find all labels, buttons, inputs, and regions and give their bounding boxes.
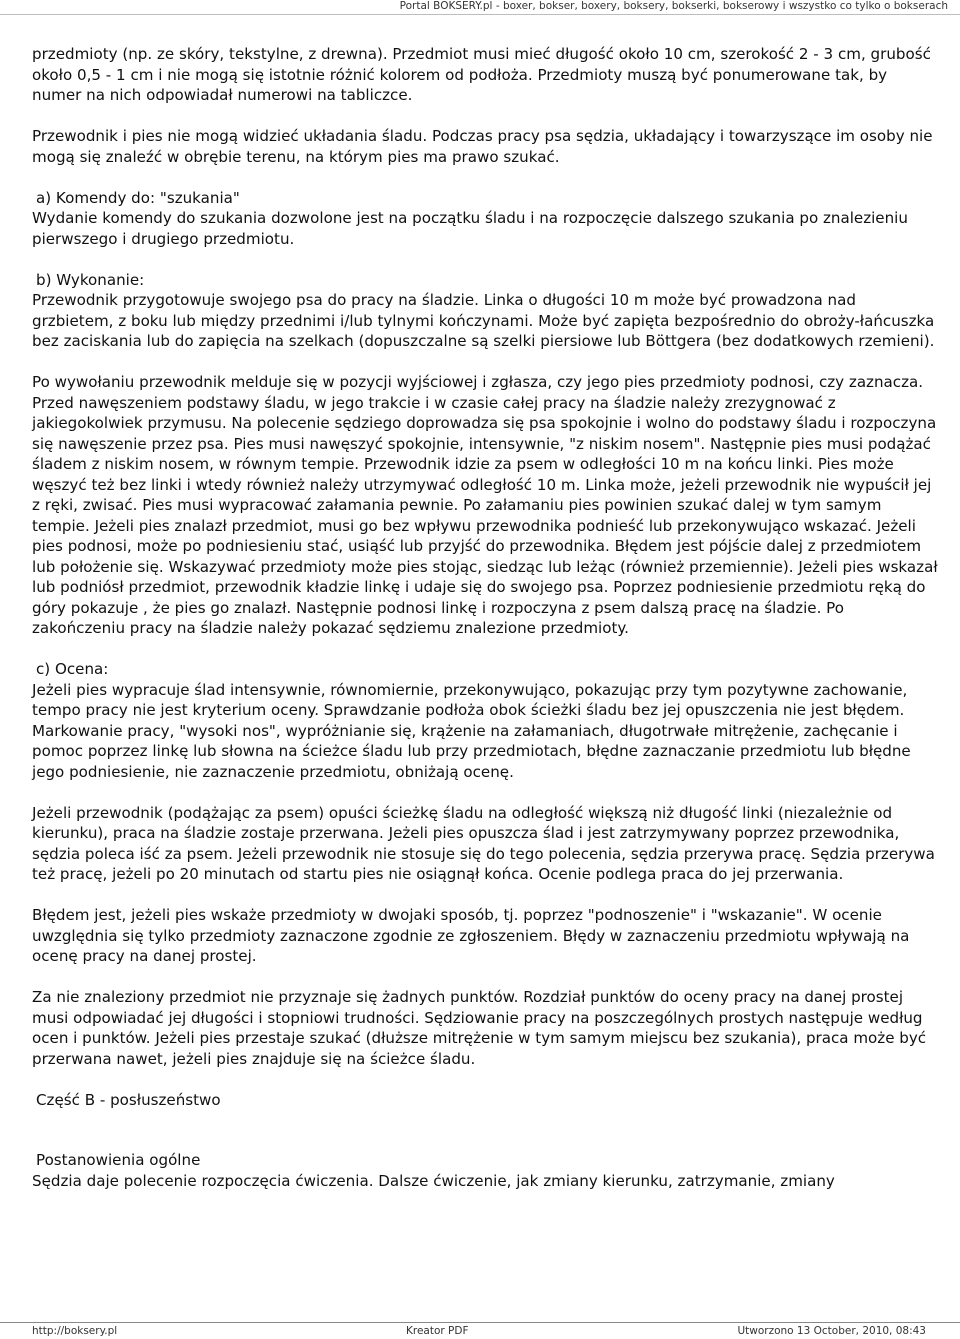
paragraph-objects: przedmioty (np. ze skóry, tekstylne, z drewna). Przedmiot musi mieć długość około 10 cm, szerokość 2 - 3 cm, grubość około 0,5 - 1 cm i nie mogą się istotnie różnić kolorem od podłoża. Przedmioty muszą być ponumerowane tak, by numer na nich odpowiadał numerowi na tabliczce. xyxy=(32,45,931,104)
part-b-title: Część B - posłuszeństwo xyxy=(36,1090,221,1109)
document-body xyxy=(32,44,940,1191)
section-a-text: Wydanie komendy do szukania dozwolone jest na początku śladu i na rozpoczęcie dalszego szukania po znalezieniu pierwszego i drugiego przedmiotu. xyxy=(32,209,908,248)
paragraph-execution: Po wywołaniu przewodnik melduje się w pozycji wyjściowej i zgłasza, czy jego pies przedmioty podnosi, czy zaznacza. Przed nawęszeniem podstawy śladu, w jego trakcie i w czasie całej pracy na śladzie należy zrezygnować z jakiegokolwiek przymusu. Na polecenie sędziego doprowadza się psa spokojnie i wolno do podstawy śladu i rozpoczyna się nawęszenie przez psa. Pies musi nawęszyć spokojnie, intensywnie, "z niskim nosem". Następnie pies musi podążać śladem z niskim nosem, w równym tempie. Przewodnik idzie za psem w odległości 10 m na końcu linki. Pies może węszyć też bez linki i wtedy również należy utrzymywać odległość 10 m. Linka może, jeżeli przewodnik nie wypuścił jej z ręki, zwisać. Pies musi wypracować załamania pewnie. Po załamaniu pies powinien szukać dalej w tym samym tempie. Jeżeli pies znalazł przedmiot, musi go bez wpływu przewodnika podnieść lub przekonywująco wskazać. Jeżeli pies podnosi, może po podniesieniu stać, usiąść lub przyjść do przewodnika. Błędem jest pójście dalej z przedmiotem lub położenie się. Wskazywać przedmioty może pies stojąc, siedząc lub leżąc (również przemiennie). Jeżeli pies wskazał lub podniósł przedmiot, przewodnik kładzie linkę i udaje się do swojego psa. Poprzez podniesienie przedmiotu ręką do góry pokazuje , że pies go znalazł. Następnie podnosi linkę i rozpoczyna z psem dalszą pracę na śladzie. Po zakończeniu pracy na śladzie należy pokazać sędziemu znalezione przedmioty. xyxy=(32,373,938,637)
footer-url: http://boksery.pl xyxy=(32,1325,118,1337)
section-b-text: Przewodnik przygotowuje swojego psa do pracy na śladzie. Linka o długości 10 m może być prowadzona nad grzbietem, z boku lub między przednimi i/lub tylnymi kończynami. Może być zapięta bezpośrednio do obroży-łańcuszka bez zaciskania lub do zapięcia na szelkach (dopuszczalne są szelki piersiowe lub Böttgera (bez dodatkowych rzemieni). xyxy=(32,291,935,350)
general-provisions-text: Sędzia daje polecenie rozpoczęcia ćwiczenia. Dalsze ćwiczenie, jak zmiany kierunku, zatrzymanie, zmiany xyxy=(32,1171,835,1190)
section-c-text: Jeżeli pies wypracuje ślad intensywnie, równomiernie, przekonywująco, pokazując przy tym pozytywne zachowanie, tempo pracy nie jest kryterium oceny. Sprawdzanie podłoża obok ścieżki śladu bez jej opuszczenia nie jest błędem. Markowanie pracy, "wysoki nos", wypróżnianie się, krążenie na załamaniach, długotrwałe mitrężenie, zachęcanie i pomoc poprzez linkę lub słowna na ścieżce śladu lub przy przedmiotach, błędne zaznaczanie przedmiotu lub błędne jego podniesienie, nie zaznaczenie przedmiotu, obniżają ocenę. xyxy=(32,680,911,781)
page-footer xyxy=(0,1322,960,1339)
footer-generator: Kreator PDF xyxy=(406,1325,469,1337)
page-header xyxy=(0,0,960,15)
section-c-heading: c) Ocena: xyxy=(36,660,109,678)
paragraph-track-laying: Przewodnik i pies nie mogą widzieć układania śladu. Podczas pracy psa sędzia, układający i towarzyszące im osoby nie mogą się znaleźć w obrębie terenu, na którym pies ma prawo szukać. xyxy=(32,127,933,166)
section-a-heading: a) Komendy do: "szukania" xyxy=(36,188,240,207)
section-b-heading: b) Wykonanie: xyxy=(36,270,145,289)
site-title: Portal BOKSERY.pl - boxer, bokser, boxery, boksery, bokserki, bokserowy i wszystko co tylko o bokserach xyxy=(399,0,948,12)
paragraph-break-rules: Jeżeli przewodnik (podążając za psem) opuści ścieżkę śladu na odległość większą niż długość linki (niezależnie od kierunku), praca na śladzie zostaje przerwana. Jeżeli pies opuszcza ślad i jest zatrzymywany poprzez przewodnika, sędzia poleca iść za psem. Jeżeli przewodnik nie stosuje się do tego polecenia, sędzia przerywa pracę. Sędzia przerywa też pracę, jeżeli po 20 minutach od startu pies nie osiągnął końca. Ocenie podlega praca do jej przerwania. xyxy=(32,803,935,883)
paragraph-points: Za nie znaleziony przedmiot nie przyznaje się żadnych punktów. Rozdział punktów do oceny pracy na danej prostej musi odpowiadać jej długości i stopniowi trudności. Sędziowanie pracy na poszczególnych prostych następuje według ocen i punktów. Jeżeli pies przestaje szukać (dłuższe mitrężenie w tym samym miejscu bez szukania), praca może być przerwana nawet, jeżeli pies znajduje się na ścieżce śladu. xyxy=(32,988,927,1068)
footer-created-date: Utworzono 13 October, 2010, 08:43 xyxy=(737,1325,926,1337)
general-provisions-heading: Postanowienia ogólne xyxy=(36,1151,201,1169)
paragraph-errors: Błędem jest, jeżeli pies wskaże przedmioty w dwojaki sposób, tj. poprzez "podnoszenie" i "wskazanie". W ocenie uwzględnia się tylko przedmioty zaznaczone zgodnie ze zgłoszeniem. Błędy w zaznaczeniu przedmiotu wpływają na ocenę pracy na danej prostej. xyxy=(32,906,910,965)
